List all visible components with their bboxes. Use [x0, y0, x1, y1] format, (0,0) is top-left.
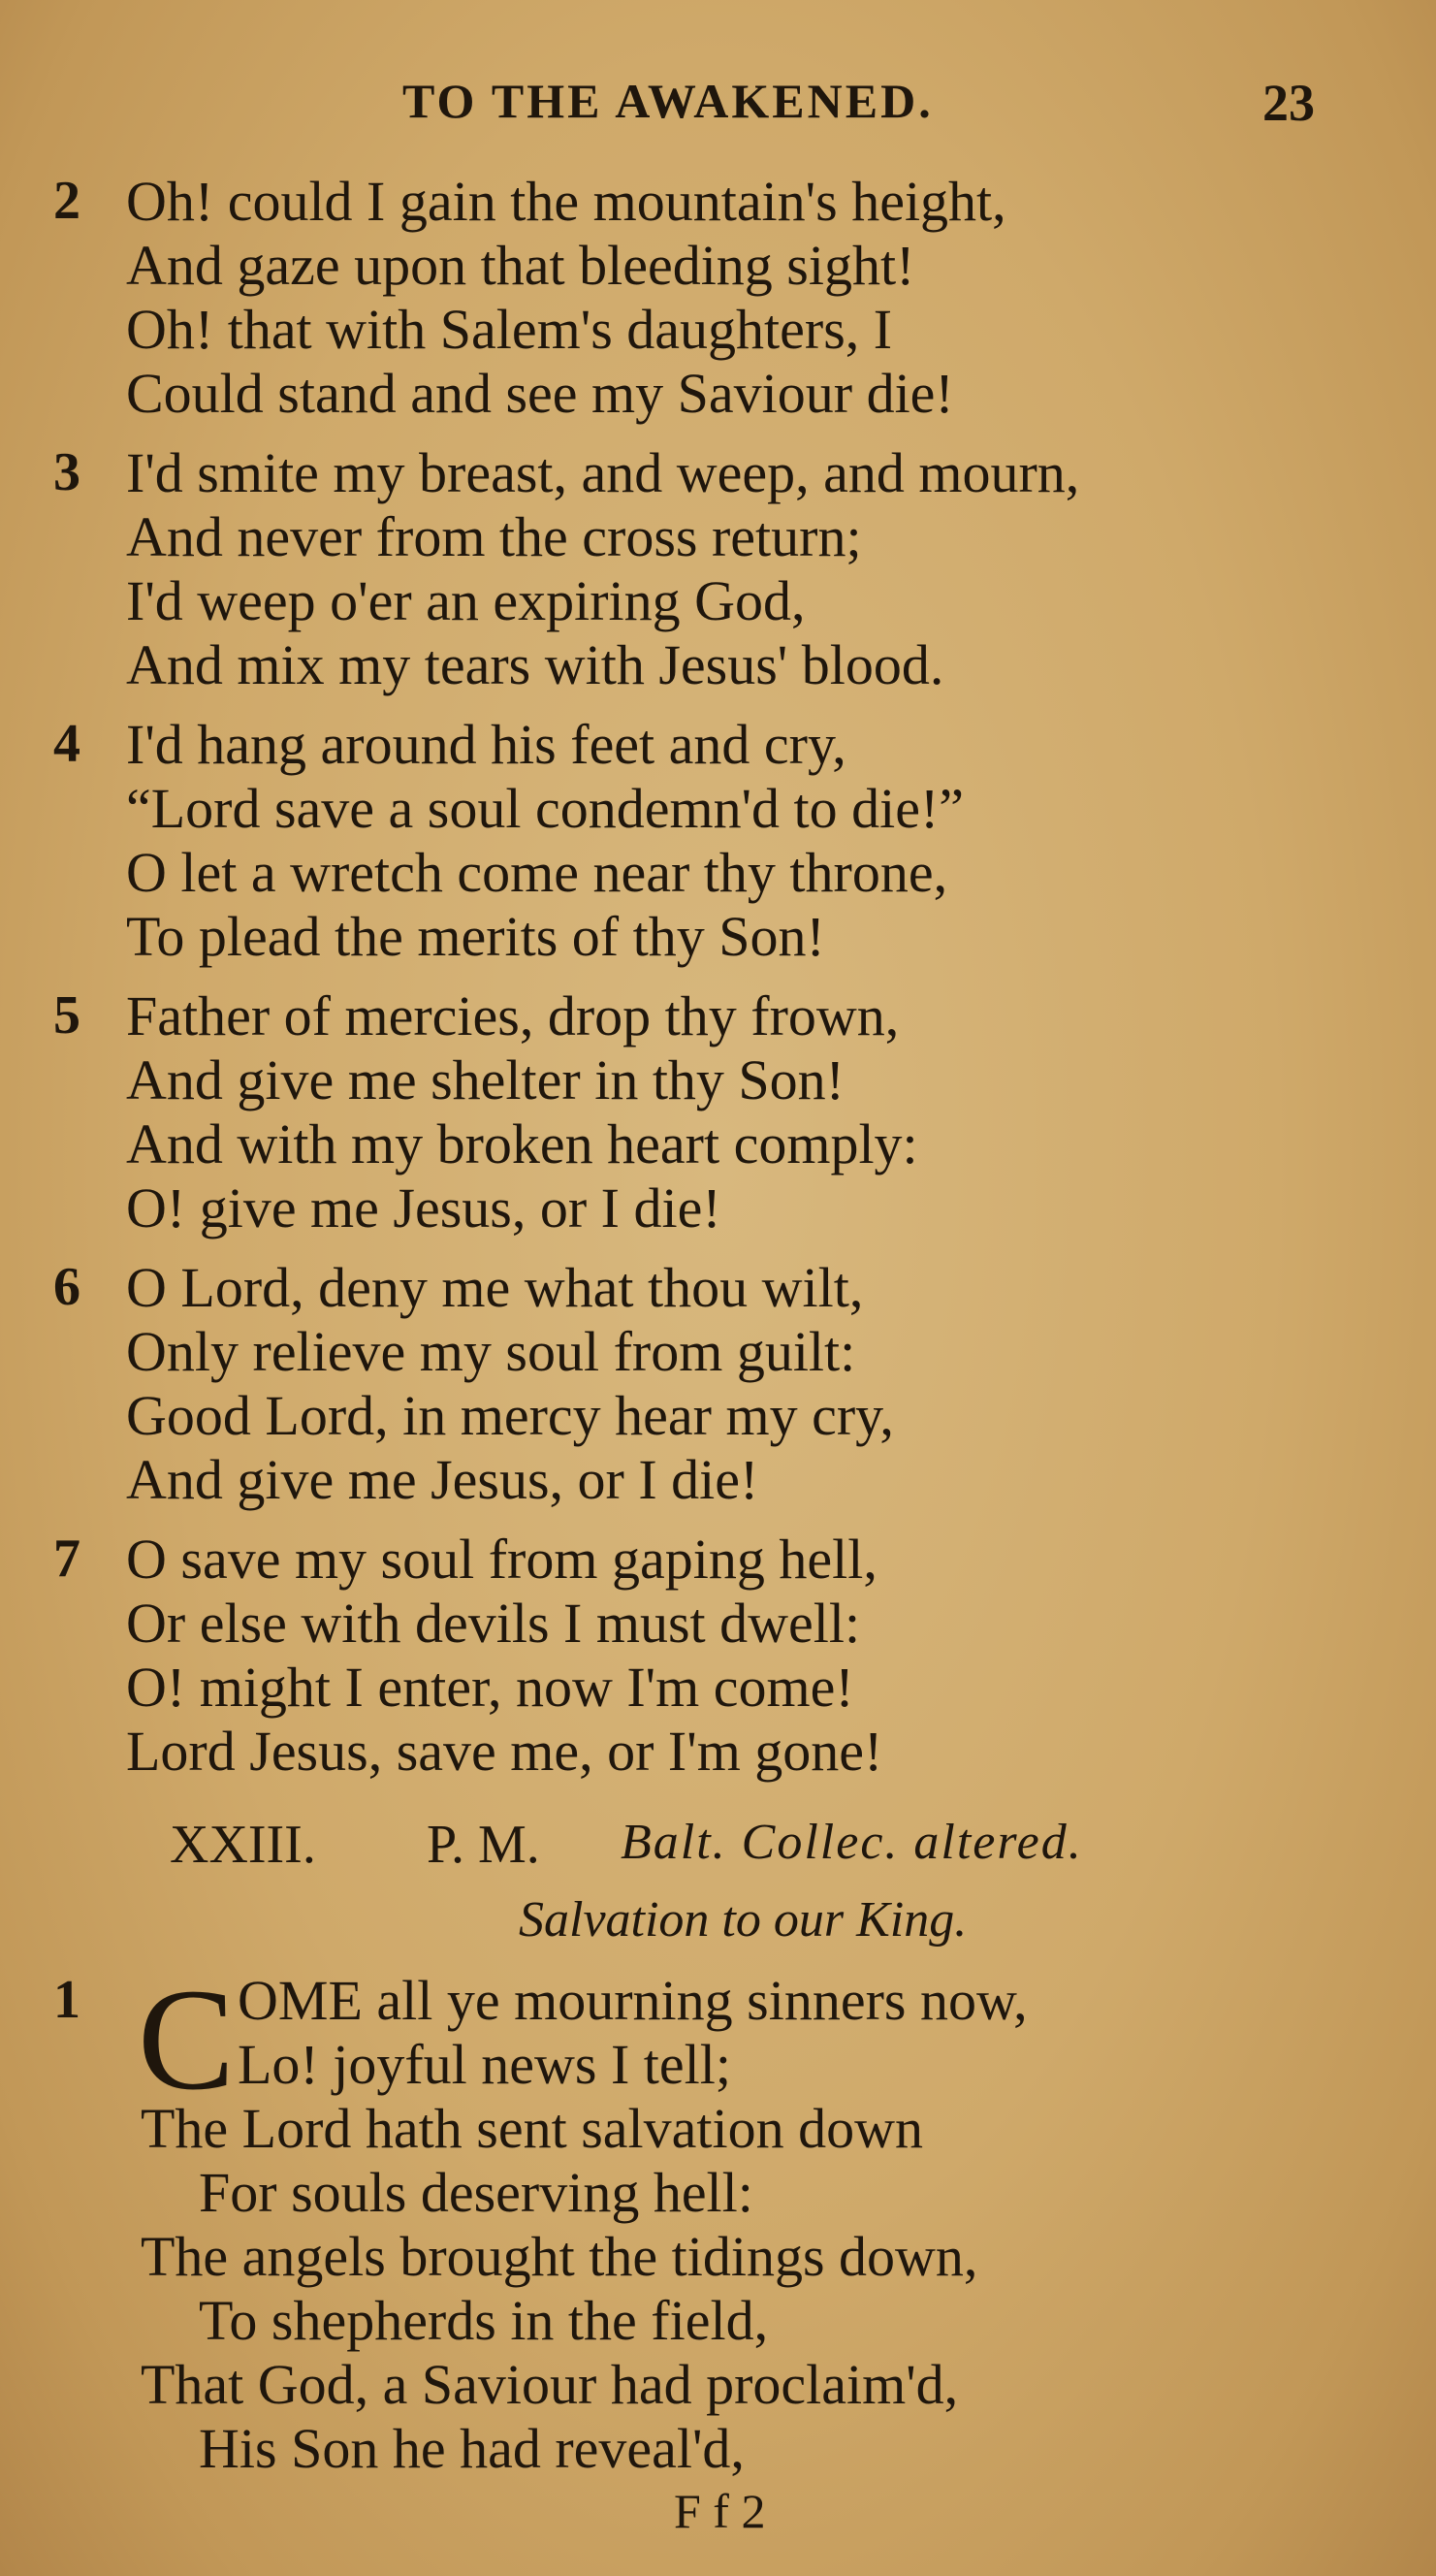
verse-line: “Lord save a soul condemn'd to die!” [126, 777, 965, 840]
drop-cap: C [138, 1959, 236, 2120]
verse-line: O save my soul from gaping hell, [126, 1528, 878, 1591]
verse-line: The angels brought the tidings down, [141, 2225, 978, 2288]
verse-line: I'd weep o'er an expiring God, [126, 569, 806, 632]
hymn-meter: P. M. [427, 1815, 540, 1875]
hymn-title: Salvation to our King. [519, 1892, 968, 1948]
verse-line: And mix my tears with Jesus' blood. [126, 633, 944, 696]
verse-line: And with my broken heart comply: [126, 1112, 918, 1175]
verse-line: Oh! could I gain the mountain's height, [126, 170, 1006, 233]
verse-line: OME all ye mourning sinners now, [238, 1969, 1028, 2032]
signature-mark: F f 2 [674, 2484, 766, 2538]
stanza-number: 5 [53, 985, 80, 1046]
verse-line: For souls deserving hell: [199, 2161, 753, 2224]
verse-line: O! give me Jesus, or I die! [126, 1176, 721, 1240]
verse-line: O! might I enter, now I'm come! [126, 1656, 854, 1719]
page-number: 23 [1262, 74, 1315, 132]
hymn-heading [0, 1814, 1436, 1882]
verse-line: Father of mercies, drop thy frown, [126, 984, 900, 1047]
stanza-number: 4 [53, 714, 80, 774]
stanza-number: 7 [53, 1529, 80, 1589]
verse-line: I'd smite my breast, and weep, and mourn, [126, 441, 1080, 504]
verse-line: And give me Jesus, or I die! [126, 1448, 759, 1511]
verse-line: Lord Jesus, save me, or I'm gone! [126, 1720, 883, 1783]
verse-line: Or else with devils I must dwell: [126, 1592, 861, 1655]
stanza-number: 6 [53, 1257, 80, 1317]
verse-line: O Lord, deny me what thou wilt, [126, 1256, 864, 1319]
verse-line: To plead the merits of thy Son! [126, 905, 825, 968]
verse-line: Could stand and see my Saviour die! [126, 362, 954, 425]
stanza-number: 1 [53, 1970, 80, 2030]
verse-line: That God, a Saviour had proclaim'd, [141, 2353, 959, 2416]
verse-line: Lo! joyful news I tell; [238, 2033, 732, 2096]
hymn-number: XXIII. [170, 1815, 316, 1875]
stanza-number: 2 [53, 171, 80, 231]
verse-line: His Son he had reveal'd, [199, 2417, 745, 2480]
running-title: TO THE AWAKENED. [402, 74, 934, 128]
verse-line: The Lord hath sent salvation down [141, 2097, 923, 2160]
verse-line: To shepherds in the field, [199, 2289, 769, 2352]
verse-line: And give me shelter in thy Son! [126, 1048, 846, 1111]
verse-line: Only relieve my soul from guilt: [126, 1320, 856, 1383]
verse-line: O let a wretch come near thy throne, [126, 841, 948, 904]
verse-line: Oh! that with Salem's daughters, I [126, 298, 893, 361]
running-head [0, 73, 1436, 141]
verse-line: I'd hang around his feet and cry, [126, 713, 846, 776]
verse-line: And gaze upon that bleeding sight! [126, 234, 915, 297]
hymn-source: Balt. Collec. altered. [621, 1815, 1083, 1870]
stanza-number: 3 [53, 442, 80, 502]
verse-line: Good Lord, in mercy hear my cry, [126, 1384, 894, 1447]
verse-line: And never from the cross return; [126, 505, 862, 568]
